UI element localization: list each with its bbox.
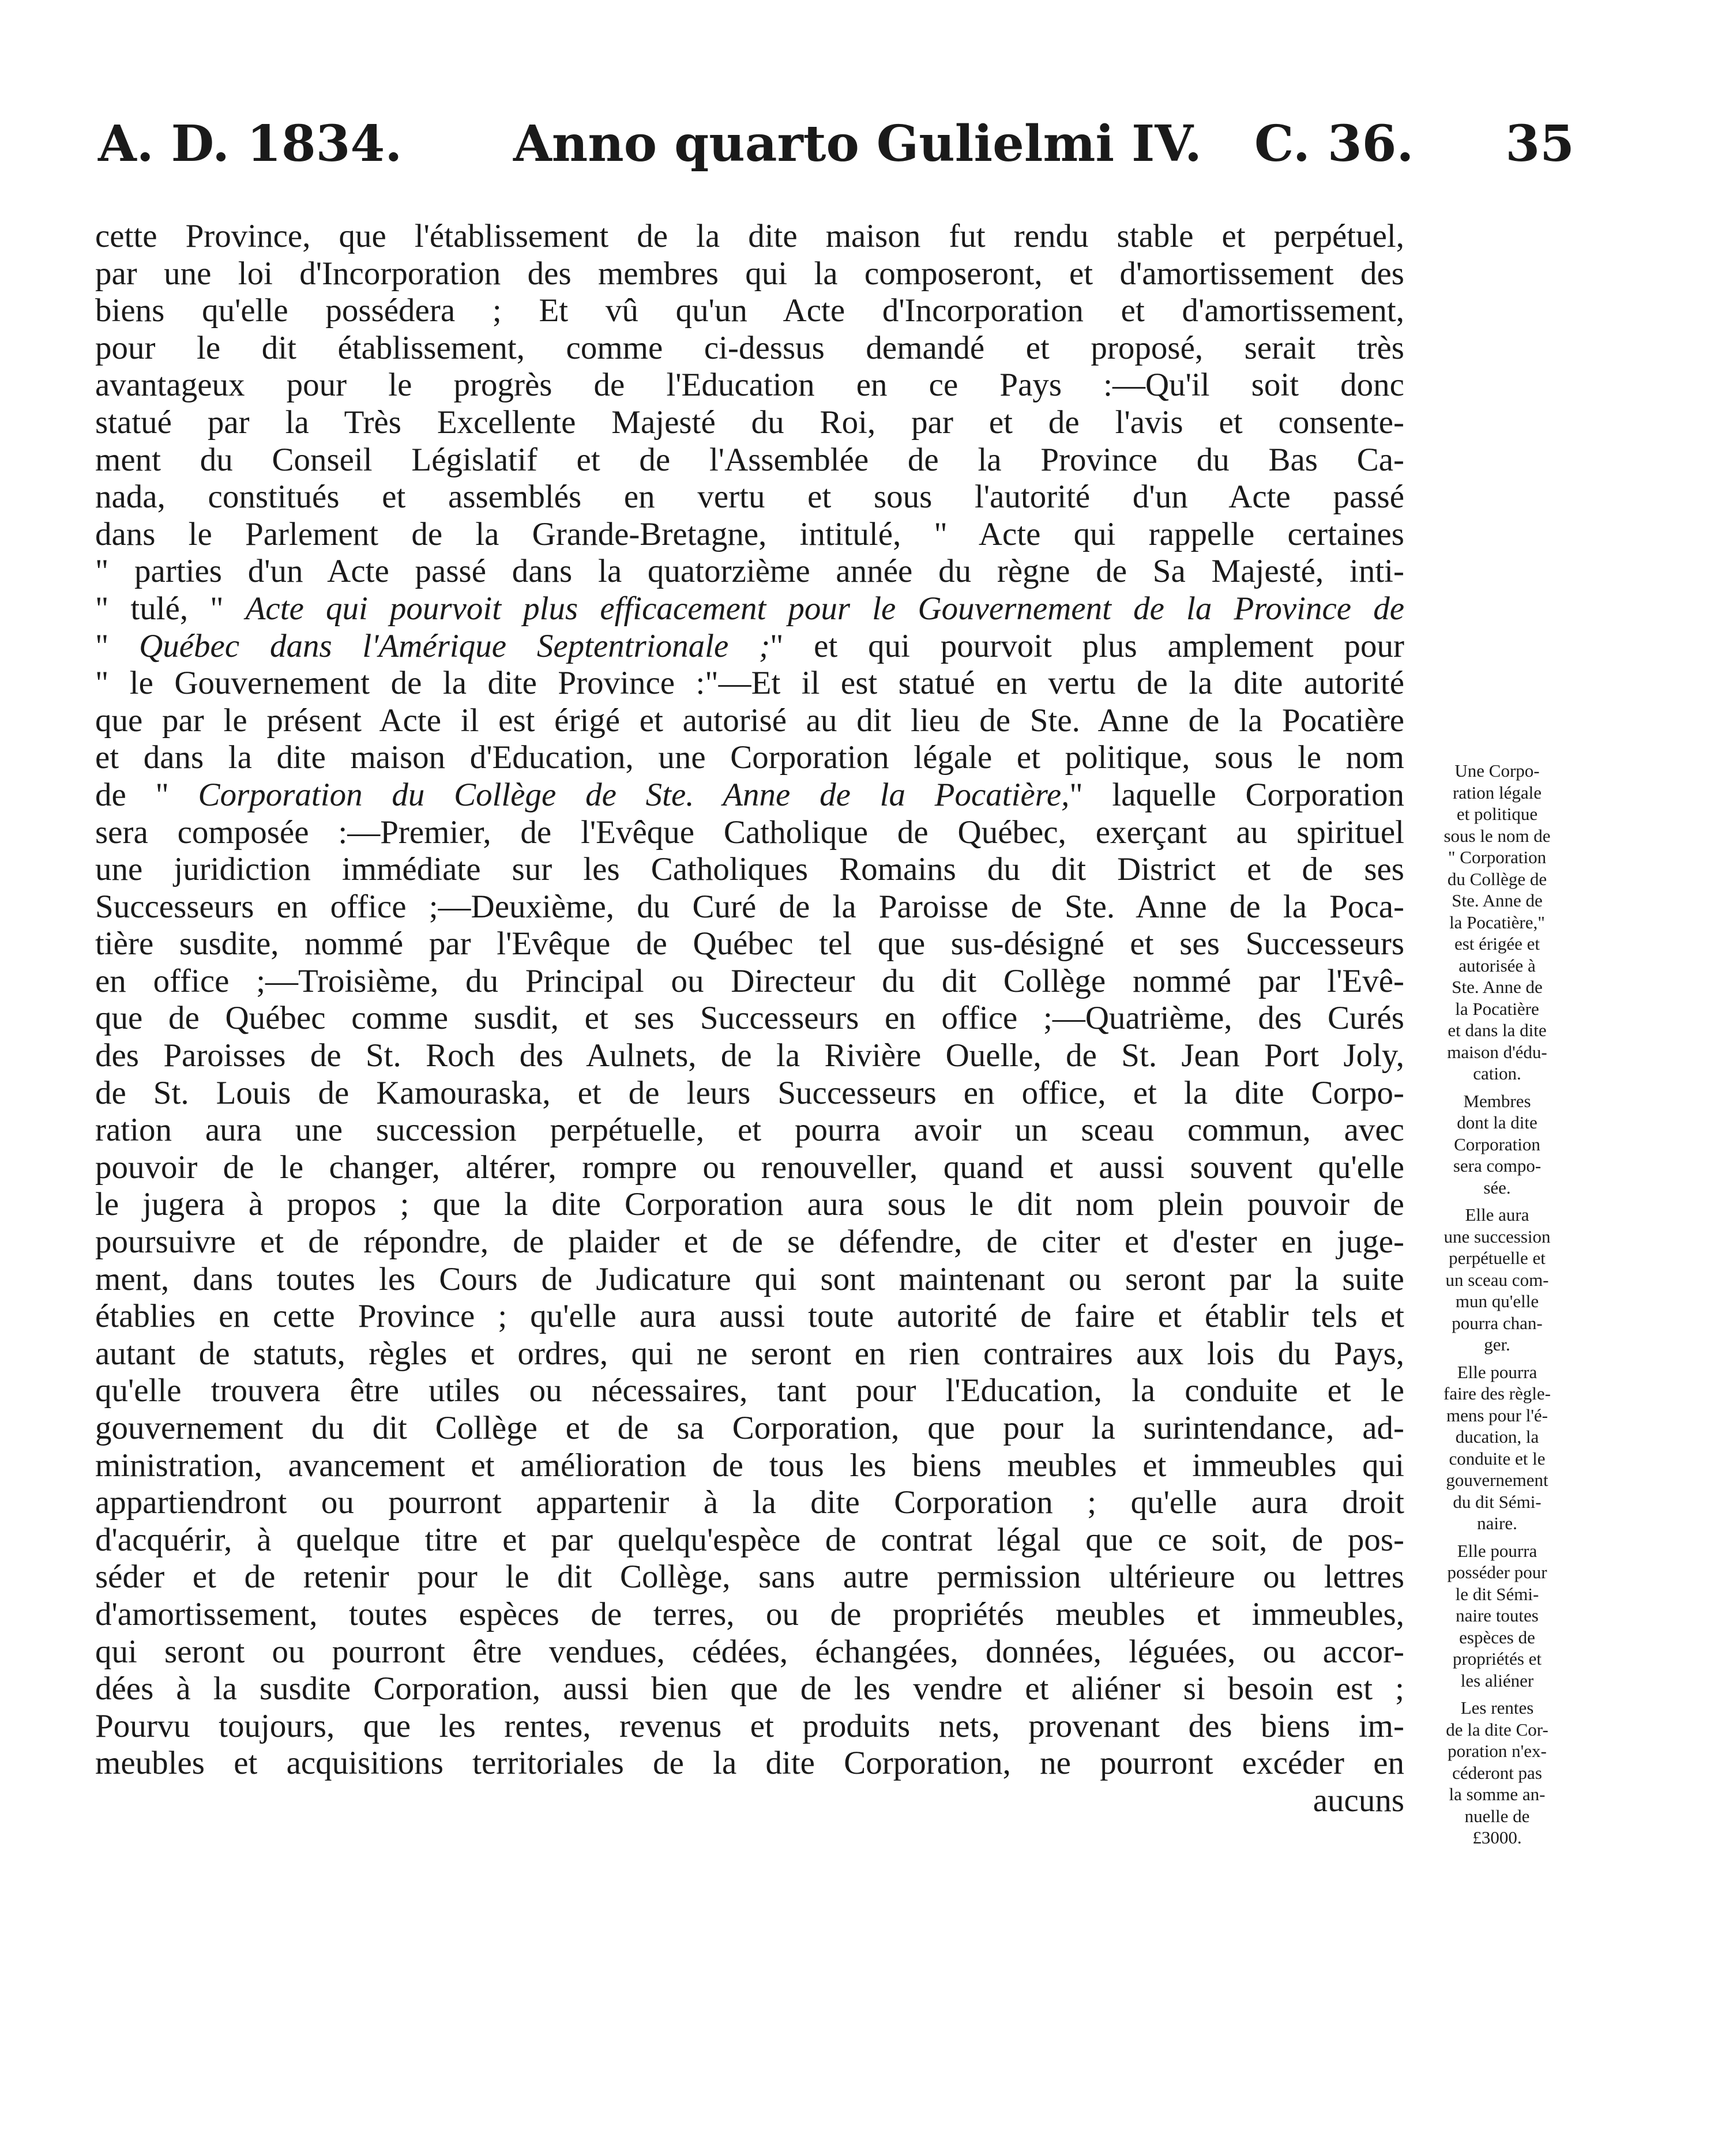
margin-note-line: Corporation — [1454, 1134, 1540, 1154]
body-line-text: dées à la susdite Corporation, aussi bien que de les vendre et aliéner si besoin est ; — [95, 1670, 1404, 1707]
body-line-text: " parties d'un Acte passé dans la quatorzième année du règne de Sa Majesté, inti- — [95, 553, 1404, 590]
margin-note-line: ger. — [1484, 1334, 1510, 1354]
margin-note — [1411, 1540, 1584, 1692]
body-line — [95, 330, 1404, 367]
margin-note — [1411, 1204, 1584, 1356]
body-line — [95, 889, 1404, 926]
margin-note-line: sous le nom de — [1443, 825, 1551, 846]
body-line — [95, 1112, 1404, 1149]
margin-note-line: est érigée et — [1454, 934, 1540, 954]
body-line-text: gouvernement du dit Collège et de sa Corporation, que pour la surintendance, ad- — [95, 1410, 1404, 1446]
margin-note-line: Membres — [1463, 1090, 1531, 1111]
margin-note-line: une succession — [1443, 1226, 1551, 1247]
margin-note-line: Elle aura — [1465, 1205, 1529, 1225]
body-line-italic: Québec dans l'Amérique Septentrionale ; — [139, 627, 770, 664]
body-line — [95, 1708, 1404, 1745]
body-line — [95, 739, 1404, 777]
margin-note-line: pourra chan- — [1452, 1312, 1543, 1333]
body-line-text: que de Québec comme susdit, et ses Successeurs en office ;—Quatrième, des Curés — [95, 1000, 1404, 1037]
margin-note-line: mens pour l'é- — [1446, 1405, 1548, 1425]
margin-note-line: ration légale — [1452, 782, 1542, 803]
margin-note-line: le dit Sémi- — [1455, 1583, 1539, 1604]
body-line-text: ration aura une succession perpétuelle, et pourra avoir un sceau commun, avec — [95, 1112, 1404, 1149]
margin-note-line: sera compo- — [1453, 1156, 1542, 1176]
margin-note-line: la Pocatière — [1455, 998, 1539, 1019]
body-line — [95, 218, 1404, 255]
statute-body-text — [95, 218, 1404, 1820]
margin-note-line: propriétés et — [1452, 1649, 1542, 1669]
margin-note-line: " Corporation — [1448, 847, 1547, 867]
body-line-text: séder et de retenir pour le dit Collège, sans autre permission ultérieure ou lettres — [95, 1559, 1404, 1596]
body-line-text: meubles et acquisitions territoriales de la dite Corporation, ne pourront excéder en — [95, 1745, 1404, 1782]
margin-note-line: sée. — [1483, 1177, 1511, 1198]
body-line — [95, 1075, 1404, 1112]
body-line — [95, 516, 1404, 554]
body-line — [95, 479, 1404, 516]
body-line — [95, 963, 1404, 1000]
margin-note-line: et dans la dite — [1448, 1020, 1547, 1040]
body-line — [95, 1298, 1404, 1335]
margin-note-line: la somme an- — [1449, 1784, 1546, 1804]
body-line-tail: " laquelle Corporation — [1069, 776, 1404, 813]
body-line-text: sera composée :—Premier, de l'Evêque Catholique de Québec, exerçant au spirituel — [95, 814, 1404, 851]
body-line-text: par une loi d'Incorporation des membres qui la composeront, et d'amortissement des — [95, 255, 1404, 292]
running-header — [98, 110, 1574, 179]
body-line — [95, 777, 1404, 814]
body-line-text: Successeurs en office ;—Deuxième, du Curé de la Paroisse de Ste. Anne de la Poca- — [95, 888, 1404, 925]
margin-note-line: maison d'édu- — [1447, 1041, 1547, 1062]
header-chapter: C. 36. — [1254, 115, 1414, 173]
body-line-italic: Corporation du Collège de Ste. Anne de la Pocatière, — [198, 776, 1070, 813]
margin-note-line: mun qu'elle — [1455, 1291, 1539, 1311]
body-line — [95, 1149, 1404, 1187]
body-line-text: ment, dans toutes les Cours de Judicature qui sont maintenant ou seront par la suite — [95, 1261, 1404, 1297]
margin-note — [1411, 760, 1584, 1085]
body-line — [95, 1335, 1404, 1373]
body-line-text: biens qu'elle possédera ; Et vû qu'un Acte d'Incorporation et d'amortissement, — [95, 292, 1404, 329]
body-line-text: d'acquérir, à quelque titre et par quelqu'espèce de contrat légal que ce soit, de pos- — [95, 1521, 1404, 1558]
body-line — [95, 292, 1404, 330]
body-line-text: statué par la Très Excellente Majesté du Roi, par et de l'avis et consente- — [95, 404, 1404, 441]
body-line-text: en office ;—Troisième, du Principal ou Directeur du dit Collège nommé par l'Evê- — [95, 962, 1404, 999]
margin-note-line: conduite et le — [1449, 1448, 1546, 1469]
body-line-text: ministration, avancement et amélioration de tous les biens meubles et immeubles qui — [95, 1447, 1404, 1484]
body-line-text: qui seront ou pourront être vendues, cédées, échangées, données, léguées, ou accor- — [95, 1633, 1404, 1670]
body-line-tail: " et qui pourvoit plus amplement pour — [770, 627, 1404, 664]
body-line-text: d'amortissement, toutes espèces de terres, ou de propriétés meubles et immeubles, — [95, 1596, 1404, 1632]
margin-note-line: les aliéner — [1460, 1670, 1534, 1691]
margin-note-line: du Collège de — [1447, 868, 1547, 889]
catchword: aucuns — [1313, 1782, 1404, 1819]
margin-note-line: de la dite Cor- — [1446, 1719, 1548, 1740]
body-line — [95, 702, 1404, 740]
body-line-text: autant de statuts, règles et ordres, qui ne seront en rien contraires aux lois du Pays, — [95, 1335, 1404, 1372]
body-line-text: de " — [95, 776, 169, 813]
body-line — [95, 255, 1404, 293]
page-number: 35 — [1505, 115, 1574, 173]
body-line — [95, 442, 1404, 479]
body-line — [95, 1000, 1404, 1037]
margin-note — [1411, 1697, 1584, 1849]
header-title: Anno quarto Gulielmi IV. — [513, 115, 1202, 173]
body-line — [95, 1522, 1404, 1559]
body-line-text: une juridiction immédiate sur les Catholiques Romains du dit District et de ses — [95, 851, 1404, 888]
body-line — [95, 1596, 1404, 1634]
body-line — [95, 1261, 1404, 1299]
body-line — [95, 1447, 1404, 1485]
body-line — [95, 1372, 1404, 1410]
margin-note-line: £3000. — [1472, 1827, 1522, 1848]
body-line — [95, 814, 1404, 852]
margin-note-line: naire. — [1477, 1513, 1517, 1533]
body-line-text: " — [95, 627, 109, 664]
margin-note-line: naire toutes — [1456, 1605, 1539, 1626]
body-line-text: qu'elle trouvera être utiles ou nécessaires, tant pour l'Education, la conduite et le — [95, 1372, 1404, 1409]
body-line — [95, 1410, 1404, 1447]
body-line — [95, 367, 1404, 404]
body-line — [95, 1224, 1404, 1261]
body-line — [95, 1670, 1404, 1708]
body-line-italic: Acte qui pourvoit plus efficacement pour le Gouvernement de la Province de — [245, 590, 1404, 627]
body-line — [95, 665, 1404, 702]
body-line — [95, 925, 1404, 963]
body-line-text: le jugera à propos ; que la dite Corporation aura sous le dit nom plein pouvoir de — [95, 1186, 1404, 1223]
margin-note-line: la Pocatière," — [1449, 912, 1545, 932]
margin-note-line: Elle pourra — [1457, 1540, 1537, 1561]
body-line — [95, 628, 1404, 665]
margin-note-line: Ste. Anne de — [1452, 890, 1543, 910]
body-line — [95, 1037, 1404, 1075]
body-line — [95, 1484, 1404, 1522]
margin-note-line: un sceau com- — [1445, 1269, 1549, 1290]
body-line-text: pour le dit établissement, comme ci-dessus demandé et proposé, serait très — [95, 329, 1404, 366]
margin-note-line: céderont pas — [1452, 1762, 1542, 1783]
body-line-text: appartiendront ou pourront appartenir à la dite Corporation ; qu'elle aura droit — [95, 1484, 1404, 1521]
body-line-text: et dans la dite maison d'Education, une Corporation légale et politique, sous le nom — [95, 739, 1404, 776]
body-line-text: Pourvu toujours, que les rentes, revenus et produits nets, provenant des biens im- — [95, 1707, 1404, 1744]
body-line — [95, 1559, 1404, 1596]
header-year: A. D. 1834. — [98, 115, 403, 173]
margin-note — [1411, 1090, 1584, 1199]
margin-note-line: du dit Sémi- — [1453, 1491, 1542, 1512]
margin-note-line: autorisée à — [1458, 955, 1536, 976]
margin-note-line: posséder pour — [1447, 1562, 1547, 1582]
body-line-text: pouvoir de le changer, altérer, rompre ou renouveller, quand et aussi souvent qu'elle — [95, 1149, 1404, 1186]
margin-note-line: et politique — [1456, 804, 1538, 824]
body-line — [95, 1745, 1404, 1782]
body-line-text: des Paroisses de St. Roch des Aulnets, de la Rivière Ouelle, de St. Jean Port Joly, — [95, 1037, 1404, 1074]
body-line-text: de St. Louis de Kamouraska, et de leurs Successeurs en office, et la dite Corpo- — [95, 1074, 1404, 1111]
margin-note-line: gouvernement — [1446, 1470, 1548, 1490]
body-line-text: établies en cette Province ; qu'elle aura aussi toute autorité de faire et établir tels et — [95, 1298, 1404, 1335]
margin-note-line: faire des règle- — [1443, 1383, 1551, 1404]
body-line — [95, 590, 1404, 628]
margin-note-line: Les rentes — [1460, 1698, 1534, 1718]
body-line-text: dans le Parlement de la Grande-Bretagne, intitulé, " Acte qui rappelle certaines — [95, 516, 1404, 552]
body-line-text: ment du Conseil Législatif et de l'Assemblée de la Province du Bas Ca- — [95, 441, 1404, 478]
body-line-text: nada, constitués et assemblés en vertu et sous l'autorité d'un Acte passé — [95, 479, 1404, 516]
body-line-text: " le Gouvernement de la dite Province :"—Et il est statué en vertu de la dite autorité — [95, 665, 1404, 702]
body-line-text: que par le présent Acte il est érigé et autorisé au dit lieu de Ste. Anne de la Pocatière — [95, 702, 1404, 739]
body-line-text: cette Province, que l'établissement de la dite maison fut rendu stable et perpétuel, — [95, 218, 1404, 254]
margin-note — [1411, 1361, 1584, 1534]
margin-note-line: espèces de — [1459, 1627, 1535, 1647]
margin-note-line: Une Corpo- — [1454, 761, 1540, 781]
body-line — [95, 1186, 1404, 1224]
body-line-text: " tulé, " — [95, 590, 224, 627]
margin-note-line: perpétuelle et — [1449, 1248, 1546, 1268]
margin-note-line: Elle pourra — [1457, 1361, 1537, 1382]
body-line — [95, 553, 1404, 590]
margin-note-line: Ste. Anne de — [1452, 977, 1543, 997]
margin-note-line: cation. — [1473, 1063, 1521, 1083]
body-line-text: avantageux pour le progrès de l'Education en ce Pays :—Qu'il soit donc — [95, 367, 1404, 404]
body-line — [95, 1634, 1404, 1671]
body-line-text: tière susdite, nommé par l'Evêque de Québec tel que sus-désigné et ses Successeurs — [95, 925, 1404, 962]
margin-note-line: nuelle de — [1464, 1805, 1530, 1826]
margin-note-line: poration n'ex- — [1448, 1741, 1547, 1761]
body-line-text: poursuivre et de répondre, de plaider et de se défendre, de citer et d'ester en juge- — [95, 1224, 1404, 1261]
margin-note-line: dont la dite — [1457, 1112, 1537, 1132]
margin-note-line: ducation, la — [1455, 1427, 1539, 1447]
body-line — [95, 404, 1404, 442]
margin-notes — [1411, 760, 1584, 1849]
body-line — [95, 851, 1404, 889]
